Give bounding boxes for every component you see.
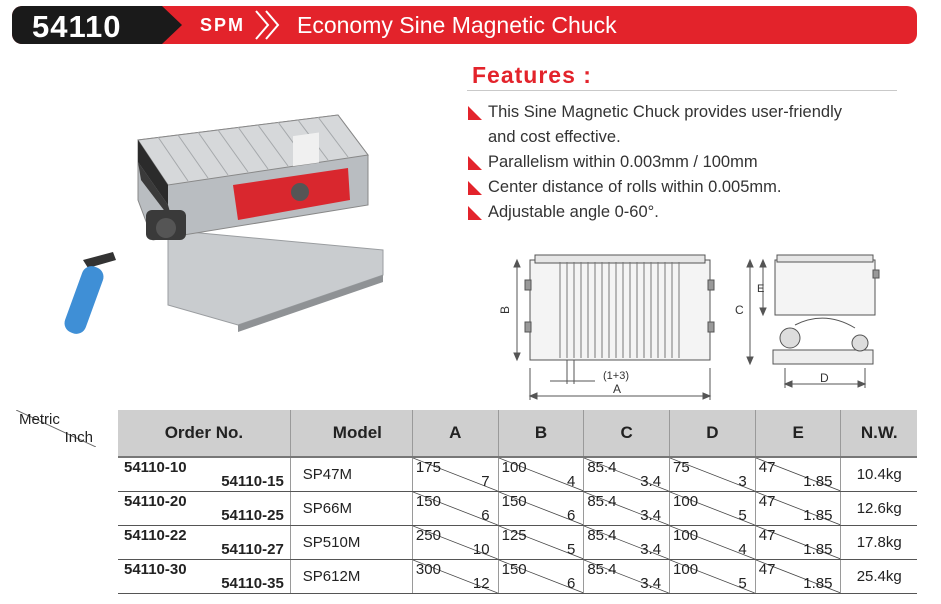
- table-row: [118, 560, 917, 594]
- features-divider: [467, 90, 897, 91]
- feature-text: and cost effective.: [488, 128, 621, 146]
- label-pitch: (1+3): [603, 370, 629, 382]
- value-inch: 4: [738, 541, 747, 558]
- value-metric: 85.4: [587, 527, 617, 544]
- chevron-right-icon: [252, 9, 286, 41]
- value-metric: 125: [501, 527, 527, 544]
- feature-text: Center distance of rolls within 0.005mm.: [488, 178, 782, 196]
- value-inch: 10: [472, 541, 490, 558]
- dim-cell-c: [584, 492, 670, 526]
- order-number-metric: 54110-22: [124, 527, 187, 544]
- order-cell: [118, 560, 290, 594]
- order-number-inch: 54110-27: [221, 541, 284, 558]
- value-metric: 100: [501, 459, 527, 476]
- col-header-e: E: [755, 410, 841, 457]
- unit-legend: [16, 410, 96, 447]
- dim-cell-d: [670, 457, 756, 492]
- feature-item: [468, 150, 908, 175]
- dim-cell-b: [498, 560, 584, 594]
- value-metric: 100: [673, 527, 699, 544]
- value-metric: 150: [501, 493, 527, 510]
- dim-cell-e: [755, 492, 841, 526]
- dim-cell-b: [498, 526, 584, 560]
- value-metric: 100: [673, 561, 699, 578]
- order-cell: [118, 526, 290, 560]
- label-c: C: [735, 303, 744, 317]
- header-bar: [12, 6, 917, 44]
- value-metric: 100: [673, 493, 699, 510]
- features-title: Features :: [472, 62, 592, 88]
- order-number-inch: 54110-25: [221, 507, 284, 524]
- value-inch: 3: [738, 473, 747, 490]
- col-header-nw: N.W.: [841, 410, 917, 457]
- value-inch: 1.85: [803, 541, 833, 558]
- page-title: Economy Sine Magnetic Chuck: [297, 12, 617, 38]
- label-a: A: [613, 382, 622, 396]
- col-header-model: Model: [290, 410, 412, 457]
- value-inch: 3.4: [640, 541, 662, 558]
- value-metric: 150: [415, 493, 441, 510]
- order-number-inch: 54110-15: [221, 473, 284, 490]
- dim-cell-c: [584, 457, 670, 492]
- feature-item: [468, 125, 908, 150]
- value-metric: 47: [758, 459, 776, 476]
- label-e: E: [757, 283, 765, 295]
- product-photo: [38, 110, 398, 350]
- product-code: 54110: [32, 9, 122, 44]
- value-inch: 3.4: [640, 473, 662, 490]
- dim-cell-e: [755, 560, 841, 594]
- value-inch: 6: [481, 507, 490, 524]
- dim-cell-e: [755, 457, 841, 492]
- bullet-triangle-icon: [468, 106, 482, 120]
- unit-inch-label: Inch: [64, 429, 93, 446]
- value-metric: 85.4: [587, 561, 617, 578]
- value-metric: 250: [415, 527, 441, 544]
- model-cell: SP66M: [290, 492, 412, 526]
- feature-item: [468, 175, 908, 200]
- spec-table: [118, 410, 917, 594]
- dimension-drawings: [495, 250, 905, 405]
- value-inch: 4: [566, 473, 576, 490]
- value-inch: 1.85: [803, 507, 833, 524]
- table-row: [118, 526, 917, 560]
- model-cell: SP47M: [290, 457, 412, 492]
- value-metric: 47: [758, 493, 776, 510]
- table-header-row: [118, 410, 917, 457]
- order-number-metric: 54110-20: [124, 493, 187, 510]
- features-list: [468, 100, 908, 225]
- col-header-d: D: [670, 410, 756, 457]
- value-inch: 6: [566, 575, 576, 592]
- dim-cell-c: [584, 560, 670, 594]
- label-d: D: [820, 371, 829, 385]
- weight-cell: 25.4kg: [841, 560, 917, 594]
- table-row: [118, 492, 917, 526]
- weight-cell: 12.6kg: [841, 492, 917, 526]
- value-inch: 5: [738, 575, 747, 592]
- bullet-triangle-icon: [468, 156, 482, 170]
- col-header-a: A: [412, 410, 498, 457]
- col-header-order: Order No.: [118, 410, 290, 457]
- feature-item: [468, 100, 908, 125]
- feature-item: [468, 200, 908, 225]
- weight-cell: 10.4kg: [841, 457, 917, 492]
- table-row: [118, 457, 917, 492]
- model-cell: SP510M: [290, 526, 412, 560]
- dim-cell-d: [670, 526, 756, 560]
- value-metric: 300: [415, 561, 441, 578]
- order-cell: [118, 492, 290, 526]
- dim-cell-e: [755, 526, 841, 560]
- order-number-metric: 54110-30: [124, 561, 187, 578]
- dim-cell-a: [412, 457, 498, 492]
- dim-cell-d: [670, 492, 756, 526]
- value-inch: 5: [566, 541, 576, 558]
- order-number-metric: 54110-10: [124, 459, 187, 476]
- unit-metric-label: Metric: [19, 411, 60, 428]
- dim-cell-a: [412, 526, 498, 560]
- model-cell: SP612M: [290, 560, 412, 594]
- side-view-drawing: [747, 255, 879, 388]
- order-number-inch: 54110-35: [221, 575, 284, 592]
- dim-cell-b: [498, 457, 584, 492]
- value-inch: 1.85: [803, 575, 833, 592]
- col-header-c: C: [584, 410, 670, 457]
- value-metric: 75: [673, 459, 690, 476]
- value-metric: 47: [758, 527, 776, 544]
- value-metric: 47: [758, 561, 776, 578]
- label-b: B: [498, 305, 512, 314]
- value-inch: 12: [472, 575, 490, 592]
- bullet-triangle-icon: [468, 206, 482, 220]
- dim-cell-a: [412, 560, 498, 594]
- feature-text: This Sine Magnetic Chuck provides user-friendly: [488, 103, 842, 121]
- dim-cell-a: [412, 492, 498, 526]
- dim-cell-b: [498, 492, 584, 526]
- dim-cell-d: [670, 560, 756, 594]
- bullet-triangle-icon: [468, 181, 482, 195]
- feature-text: Parallelism within 0.003mm / 100mm: [488, 153, 758, 171]
- value-inch: 7: [481, 473, 490, 490]
- dim-cell-c: [584, 526, 670, 560]
- value-metric: 175: [415, 459, 441, 476]
- value-inch: 6: [566, 507, 576, 524]
- value-inch: 3.4: [640, 507, 662, 524]
- value-metric: 150: [501, 561, 527, 578]
- value-inch: 3.4: [640, 575, 662, 592]
- col-header-b: B: [498, 410, 584, 457]
- weight-cell: 17.8kg: [841, 526, 917, 560]
- value-metric: 85.4: [587, 459, 617, 476]
- order-cell: [118, 457, 290, 492]
- brand-label: SPM: [200, 15, 246, 35]
- value-inch: 1.85: [803, 473, 833, 490]
- value-inch: 5: [738, 507, 747, 524]
- feature-text: Adjustable angle 0-60°.: [488, 203, 659, 221]
- value-metric: 85.4: [587, 493, 617, 510]
